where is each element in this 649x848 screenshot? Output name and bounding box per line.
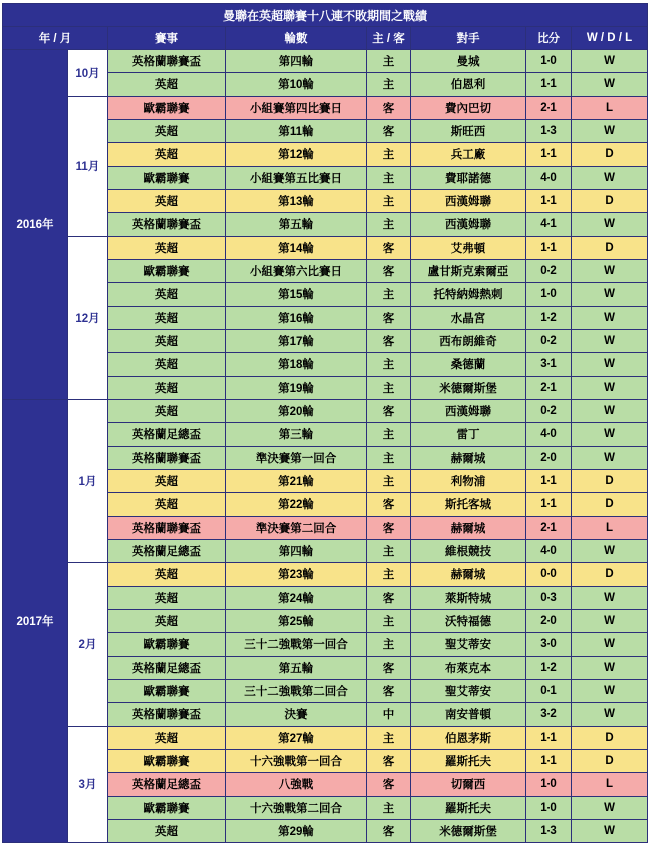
opponent-cell: 盧甘斯克索爾亞 (411, 259, 526, 282)
results-body (3, 50, 648, 843)
year-cell: 2017年 (3, 399, 68, 842)
score-cell: 2-0 (526, 609, 572, 632)
venue-cell: 主 (367, 633, 411, 656)
round-cell: 小組賽第六比賽日 (226, 259, 367, 282)
score-cell: 1-0 (526, 796, 572, 819)
competition-cell: 英格蘭足總盃 (108, 539, 226, 562)
competition-cell: 歐霸聯賽 (108, 749, 226, 772)
venue-cell: 客 (367, 306, 411, 329)
opponent-cell: 費耶諾德 (411, 166, 526, 189)
title-row (3, 4, 648, 27)
round-cell: 八強戰 (226, 773, 367, 796)
result-cell: L (572, 773, 648, 796)
round-cell: 小組賽第四比賽日 (226, 96, 367, 119)
round-cell: 第四輪 (226, 50, 367, 73)
venue-cell: 主 (367, 796, 411, 819)
score-cell: 4-0 (526, 539, 572, 562)
venue-cell: 客 (367, 399, 411, 422)
score-cell: 4-0 (526, 166, 572, 189)
opponent-cell: 羅斯托夫 (411, 749, 526, 772)
result-cell: L (572, 516, 648, 539)
score-cell: 1-2 (526, 306, 572, 329)
round-cell: 三十二強戰第一回合 (226, 633, 367, 656)
table-row (3, 50, 648, 73)
score-cell: 1-0 (526, 50, 572, 73)
venue-cell: 主 (367, 609, 411, 632)
competition-cell: 英超 (108, 586, 226, 609)
venue-cell: 主 (367, 469, 411, 492)
round-cell: 第20輪 (226, 399, 367, 422)
score-cell: 2-1 (526, 96, 572, 119)
table-row (3, 399, 648, 422)
table-row (3, 96, 648, 119)
competition-cell: 英超 (108, 143, 226, 166)
header-venue: 主 / 客 (367, 27, 411, 50)
result-cell: W (572, 213, 648, 236)
opponent-cell: 切爾西 (411, 773, 526, 796)
competition-cell: 英格蘭聯賽盃 (108, 446, 226, 469)
result-cell: W (572, 376, 648, 399)
opponent-cell: 艾弗頓 (411, 236, 526, 259)
round-cell: 準決賽第二回合 (226, 516, 367, 539)
round-cell: 第24輪 (226, 586, 367, 609)
result-cell: D (572, 563, 648, 586)
opponent-cell: 赫爾城 (411, 516, 526, 539)
competition-cell: 歐霸聯賽 (108, 633, 226, 656)
venue-cell: 主 (367, 376, 411, 399)
competition-cell: 英格蘭聯賽盃 (108, 213, 226, 236)
header-round: 輪數 (226, 27, 367, 50)
round-cell: 第21輪 (226, 469, 367, 492)
round-cell: 第五輪 (226, 656, 367, 679)
opponent-cell: 雷丁 (411, 423, 526, 446)
competition-cell: 英超 (108, 329, 226, 352)
result-cell: W (572, 399, 648, 422)
result-cell: W (572, 633, 648, 656)
score-cell: 0-3 (526, 586, 572, 609)
venue-cell: 主 (367, 213, 411, 236)
opponent-cell: 費內巴切 (411, 96, 526, 119)
competition-cell: 英超 (108, 819, 226, 842)
venue-cell: 客 (367, 236, 411, 259)
opponent-cell: 西漢姆聯 (411, 213, 526, 236)
score-cell: 1-1 (526, 73, 572, 96)
month-cell: 2月 (68, 563, 108, 726)
score-cell: 3-1 (526, 353, 572, 376)
opponent-cell: 維根競技 (411, 539, 526, 562)
venue-cell: 客 (367, 586, 411, 609)
score-cell: 2-1 (526, 376, 572, 399)
venue-cell: 主 (367, 283, 411, 306)
venue-cell: 中 (367, 703, 411, 726)
table-row (3, 726, 648, 749)
result-cell: W (572, 609, 648, 632)
table-title: 曼聯在英超聯賽十八連不敗期間之戰績 (3, 4, 648, 27)
competition-cell: 英超 (108, 189, 226, 212)
score-cell: 4-1 (526, 213, 572, 236)
competition-cell: 英格蘭足總盃 (108, 656, 226, 679)
venue-cell: 主 (367, 143, 411, 166)
result-cell: W (572, 539, 648, 562)
month-cell: 1月 (68, 399, 108, 562)
header-score: 比分 (526, 27, 572, 50)
month-cell: 12月 (68, 236, 108, 399)
score-cell: 3-0 (526, 633, 572, 656)
round-cell: 第11輪 (226, 119, 367, 142)
competition-cell: 英格蘭足總盃 (108, 773, 226, 796)
round-cell: 第18輪 (226, 353, 367, 376)
year-cell: 2016年 (3, 50, 68, 400)
round-cell: 第四輪 (226, 539, 367, 562)
result-cell: W (572, 703, 648, 726)
competition-cell: 英格蘭聯賽盃 (108, 703, 226, 726)
result-cell: W (572, 819, 648, 842)
score-cell: 1-0 (526, 773, 572, 796)
opponent-cell: 水晶宮 (411, 306, 526, 329)
round-cell: 第12輪 (226, 143, 367, 166)
round-cell: 第15輪 (226, 283, 367, 306)
score-cell: 1-1 (526, 493, 572, 516)
results-table-wrapper (2, 3, 647, 843)
month-cell: 11月 (68, 96, 108, 236)
venue-cell: 主 (367, 726, 411, 749)
venue-cell: 主 (367, 73, 411, 96)
competition-cell: 英超 (108, 283, 226, 306)
opponent-cell: 斯旺西 (411, 119, 526, 142)
header-result: W / D / L (572, 27, 648, 50)
score-cell: 1-1 (526, 143, 572, 166)
round-cell: 三十二強戰第二回合 (226, 679, 367, 702)
venue-cell: 客 (367, 259, 411, 282)
competition-cell: 英超 (108, 399, 226, 422)
score-cell: 1-3 (526, 119, 572, 142)
score-cell: 0-2 (526, 399, 572, 422)
month-cell: 10月 (68, 50, 108, 97)
venue-cell: 主 (367, 423, 411, 446)
header-row (3, 27, 648, 50)
score-cell: 0-2 (526, 329, 572, 352)
month-cell: 3月 (68, 726, 108, 843)
round-cell: 第五輪 (226, 213, 367, 236)
round-cell: 第27輪 (226, 726, 367, 749)
venue-cell: 客 (367, 329, 411, 352)
result-cell: W (572, 656, 648, 679)
opponent-cell: 斯托客城 (411, 493, 526, 516)
venue-cell: 客 (367, 96, 411, 119)
score-cell: 1-2 (526, 656, 572, 679)
round-cell: 第14輪 (226, 236, 367, 259)
header-competition: 賽事 (108, 27, 226, 50)
result-cell: W (572, 50, 648, 73)
venue-cell: 客 (367, 749, 411, 772)
result-cell: W (572, 423, 648, 446)
round-cell: 第16輪 (226, 306, 367, 329)
opponent-cell: 聖艾蒂安 (411, 633, 526, 656)
result-cell: D (572, 143, 648, 166)
score-cell: 1-1 (526, 726, 572, 749)
result-cell: W (572, 796, 648, 819)
result-cell: W (572, 259, 648, 282)
round-cell: 十六強戰第二回合 (226, 796, 367, 819)
competition-cell: 英超 (108, 469, 226, 492)
result-cell: W (572, 283, 648, 306)
round-cell: 準決賽第一回合 (226, 446, 367, 469)
table-row (3, 236, 648, 259)
competition-cell: 英超 (108, 726, 226, 749)
result-cell: D (572, 189, 648, 212)
opponent-cell: 西漢姆聯 (411, 399, 526, 422)
result-cell: W (572, 73, 648, 96)
opponent-cell: 布萊克本 (411, 656, 526, 679)
round-cell: 決賽 (226, 703, 367, 726)
competition-cell: 英超 (108, 73, 226, 96)
score-cell: 3-2 (526, 703, 572, 726)
round-cell: 十六強戰第一回合 (226, 749, 367, 772)
score-cell: 0-1 (526, 679, 572, 702)
round-cell: 第22輪 (226, 493, 367, 516)
opponent-cell: 利物浦 (411, 469, 526, 492)
competition-cell: 歐霸聯賽 (108, 96, 226, 119)
result-cell: W (572, 586, 648, 609)
venue-cell: 主 (367, 50, 411, 73)
competition-cell: 英格蘭足總盃 (108, 423, 226, 446)
score-cell: 1-1 (526, 189, 572, 212)
venue-cell: 客 (367, 493, 411, 516)
round-cell: 小組賽第五比賽日 (226, 166, 367, 189)
venue-cell: 客 (367, 516, 411, 539)
result-cell: D (572, 726, 648, 749)
venue-cell: 客 (367, 679, 411, 702)
competition-cell: 英超 (108, 353, 226, 376)
score-cell: 4-0 (526, 423, 572, 446)
competition-cell: 歐霸聯賽 (108, 259, 226, 282)
result-cell: W (572, 679, 648, 702)
opponent-cell: 沃特福德 (411, 609, 526, 632)
round-cell: 第29輪 (226, 819, 367, 842)
opponent-cell: 南安普頓 (411, 703, 526, 726)
competition-cell: 歐霸聯賽 (108, 796, 226, 819)
score-cell: 2-0 (526, 446, 572, 469)
score-cell: 1-1 (526, 749, 572, 772)
competition-cell: 英超 (108, 306, 226, 329)
round-cell: 第三輪 (226, 423, 367, 446)
venue-cell: 主 (367, 189, 411, 212)
opponent-cell: 西漢姆聯 (411, 189, 526, 212)
competition-cell: 英超 (108, 119, 226, 142)
competition-cell: 英超 (108, 236, 226, 259)
opponent-cell: 伯恩茅斯 (411, 726, 526, 749)
header-year-month: 年 / 月 (3, 27, 108, 50)
round-cell: 第23輪 (226, 563, 367, 586)
score-cell: 1-3 (526, 819, 572, 842)
result-cell: W (572, 306, 648, 329)
competition-cell: 英格蘭聯賽盃 (108, 516, 226, 539)
round-cell: 第25輪 (226, 609, 367, 632)
opponent-cell: 伯恩利 (411, 73, 526, 96)
opponent-cell: 赫爾城 (411, 563, 526, 586)
venue-cell: 主 (367, 353, 411, 376)
competition-cell: 英超 (108, 563, 226, 586)
table-row (3, 563, 648, 586)
result-cell: W (572, 119, 648, 142)
opponent-cell: 羅斯托夫 (411, 796, 526, 819)
round-cell: 第17輪 (226, 329, 367, 352)
round-cell: 第13輪 (226, 189, 367, 212)
opponent-cell: 西布朗維奇 (411, 329, 526, 352)
score-cell: 0-0 (526, 563, 572, 586)
competition-cell: 英超 (108, 609, 226, 632)
competition-cell: 歐霸聯賽 (108, 166, 226, 189)
result-cell: W (572, 353, 648, 376)
result-cell: W (572, 446, 648, 469)
opponent-cell: 曼城 (411, 50, 526, 73)
result-cell: D (572, 749, 648, 772)
venue-cell: 主 (367, 166, 411, 189)
opponent-cell: 米德爾斯堡 (411, 819, 526, 842)
competition-cell: 歐霸聯賽 (108, 679, 226, 702)
result-cell: L (572, 96, 648, 119)
opponent-cell: 聖艾蒂安 (411, 679, 526, 702)
result-cell: W (572, 166, 648, 189)
venue-cell: 客 (367, 773, 411, 796)
round-cell: 第19輪 (226, 376, 367, 399)
venue-cell: 客 (367, 656, 411, 679)
round-cell: 第10輪 (226, 73, 367, 96)
competition-cell: 英格蘭聯賽盃 (108, 50, 226, 73)
result-cell: D (572, 469, 648, 492)
venue-cell: 主 (367, 539, 411, 562)
opponent-cell: 托特納姆熱刺 (411, 283, 526, 306)
venue-cell: 客 (367, 819, 411, 842)
venue-cell: 主 (367, 446, 411, 469)
opponent-cell: 兵工廠 (411, 143, 526, 166)
opponent-cell: 米德爾斯堡 (411, 376, 526, 399)
score-cell: 0-2 (526, 259, 572, 282)
venue-cell: 客 (367, 119, 411, 142)
score-cell: 1-0 (526, 283, 572, 306)
results-table (2, 3, 648, 843)
opponent-cell: 萊斯特城 (411, 586, 526, 609)
competition-cell: 英超 (108, 493, 226, 516)
score-cell: 1-1 (526, 469, 572, 492)
header-opponent: 對手 (411, 27, 526, 50)
opponent-cell: 桑德蘭 (411, 353, 526, 376)
venue-cell: 主 (367, 563, 411, 586)
score-cell: 1-1 (526, 236, 572, 259)
result-cell: D (572, 236, 648, 259)
result-cell: W (572, 329, 648, 352)
result-cell: D (572, 493, 648, 516)
score-cell: 2-1 (526, 516, 572, 539)
competition-cell: 英超 (108, 376, 226, 399)
opponent-cell: 赫爾城 (411, 446, 526, 469)
